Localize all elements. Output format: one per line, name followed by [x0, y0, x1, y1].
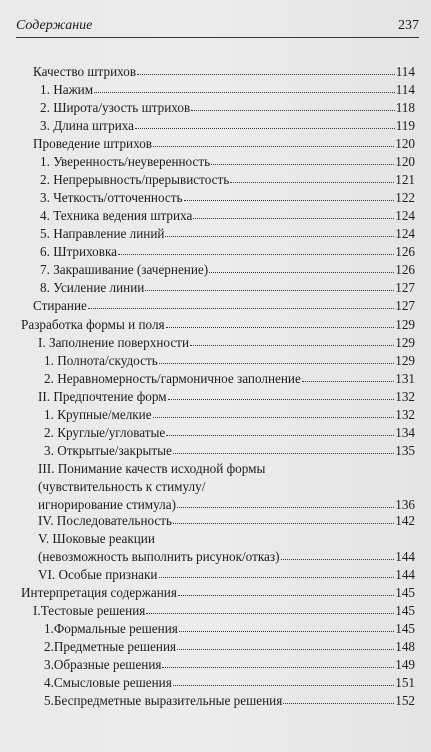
toc-entry-label: Стирание [33, 298, 87, 313]
toc-entry-label: II. Предпочтение форм [38, 389, 167, 404]
toc-entry[interactable] [0, 602, 431, 620]
toc-entry-page: 124 [395, 226, 415, 241]
dot-leader [166, 424, 394, 436]
toc-entry-label: 2. Круглые/угловатые [44, 425, 166, 440]
toc-entry-page: 148 [395, 639, 415, 654]
dot-leader [88, 297, 394, 309]
toc-entry[interactable] [0, 674, 431, 692]
dot-leader [173, 442, 394, 454]
toc-entry-page: 120 [395, 154, 415, 169]
toc-entry-label: 5.Беспредметные выразительные решения [44, 693, 283, 708]
toc-entry-label: IV. Последовательность [38, 513, 173, 528]
toc-entry[interactable] [0, 692, 431, 710]
toc-entry-label: Интерпретация содержания [21, 585, 177, 600]
toc-entry-label: 3. Четкость/отточенность [40, 190, 183, 205]
dot-leader [173, 512, 394, 524]
toc-entry[interactable] [0, 566, 431, 584]
dot-leader [211, 153, 394, 165]
toc-entry[interactable] [0, 460, 431, 514]
toc-entry-page: 144 [395, 549, 415, 564]
toc-entry[interactable] [0, 189, 431, 207]
toc-entry-label-line2: (невозможность выполнить рисунок/отказ) [38, 549, 280, 564]
toc-entry[interactable] [0, 620, 431, 638]
toc-entry[interactable] [0, 638, 431, 656]
dot-leader [302, 370, 394, 382]
dot-leader [177, 496, 394, 508]
dot-leader [177, 638, 394, 650]
dot-leader [146, 602, 394, 614]
dot-leader [209, 261, 394, 273]
toc-entry-label: 4. Техника ведения штриха [40, 208, 193, 223]
dot-leader [137, 63, 395, 75]
toc-entry-label: 1.Формальные решения [44, 621, 178, 636]
toc-entry-label: 4.Смысловые решения [44, 675, 172, 690]
toc-entry-page: 136 [395, 497, 415, 512]
toc-entry[interactable] [0, 99, 431, 117]
toc-entry-page: 129 [395, 317, 415, 332]
toc-entry[interactable] [0, 117, 431, 135]
toc-entry-label: 2. Неравномерность/гармоничное заполнение [44, 371, 301, 386]
toc-entry-label: Разработка формы и поля [21, 317, 165, 332]
toc-entry-page: 132 [395, 389, 415, 404]
dot-leader [173, 674, 394, 686]
header-page-number: 237 [398, 18, 419, 33]
toc-entry-label: I. Заполнение поверхности [38, 335, 189, 350]
dot-leader [145, 279, 394, 291]
toc-entry-page: 114 [395, 82, 415, 97]
toc-entry[interactable] [0, 135, 431, 153]
toc-entry-page: 129 [395, 353, 415, 368]
toc-entry-label: 6. Штриховка [40, 244, 118, 259]
toc-entry-label: 1. Уверенность/неуверенность [40, 154, 211, 169]
toc-entry[interactable] [0, 370, 431, 388]
toc-entry-page: 121 [395, 172, 415, 187]
toc-entry-page: 129 [395, 335, 415, 350]
dot-leader [153, 406, 395, 418]
dot-leader [191, 99, 394, 111]
toc-entry-page: 151 [395, 675, 415, 690]
toc-entry[interactable] [0, 171, 431, 189]
toc-entry-label: 2.Предметные решения [44, 639, 177, 654]
toc-entry[interactable] [0, 584, 431, 602]
dot-leader [135, 117, 395, 129]
toc-entry-page: 144 [395, 567, 415, 582]
toc-entry-page: 149 [395, 657, 415, 672]
toc-entry-label-line2: (чувствительность к стимулу/ [38, 479, 206, 494]
toc-entry-page: 120 [395, 136, 415, 151]
toc-entry-page: 122 [395, 190, 415, 205]
dot-leader [159, 566, 395, 578]
toc-entry-label: Качество штрихов [33, 64, 137, 79]
toc-entry-page: 142 [395, 513, 415, 528]
dot-leader [190, 334, 394, 346]
dot-leader [153, 135, 394, 147]
dot-leader [179, 620, 394, 632]
toc-entry-label: 1. Полнота/скудость [44, 353, 158, 368]
toc-entry-page: 135 [395, 443, 415, 458]
dot-leader [168, 388, 395, 400]
toc-entry[interactable] [0, 243, 431, 261]
toc-entry-page: 152 [395, 693, 415, 708]
dot-leader [281, 548, 395, 560]
toc-entry-page: 131 [395, 371, 415, 386]
toc-entry-label: 8. Усиление линии [40, 280, 145, 295]
toc-entry-label: I.Тестовые решения [33, 603, 146, 618]
toc-entry-page: 145 [395, 603, 415, 618]
dot-leader [230, 171, 394, 183]
toc-entry[interactable] [0, 63, 431, 81]
toc-entry-page: 127 [395, 280, 415, 295]
toc-entry-page: 145 [395, 585, 415, 600]
dot-leader [178, 584, 394, 596]
dot-leader [193, 207, 394, 219]
dot-leader [94, 81, 395, 93]
toc-entry[interactable] [0, 207, 431, 225]
toc-entry-label-line3: игнорирование стимула) [38, 497, 176, 512]
toc-entry-page: 126 [395, 244, 415, 259]
toc-entry-page: 119 [395, 118, 415, 133]
header-section-title: Содержание [16, 18, 93, 33]
toc-entry-label: III. Понимание качеств исходной формы [38, 461, 266, 476]
toc-entry-label: 1. Крупные/мелкие [44, 407, 152, 422]
toc-entry-page: 118 [395, 100, 415, 115]
dot-leader [184, 189, 395, 201]
toc-entry[interactable] [0, 530, 431, 566]
toc-entry[interactable] [0, 424, 431, 442]
dot-leader [283, 692, 394, 704]
toc-entry[interactable] [0, 153, 431, 171]
toc-entry-page: 127 [395, 298, 415, 313]
toc-entry-label: 1. Нажим [40, 82, 94, 97]
toc-entry[interactable] [0, 261, 431, 279]
toc-entry-page: 126 [395, 262, 415, 277]
dot-leader [165, 225, 394, 237]
toc-entry-label: 2. Непрерывность/прерывистость [40, 172, 230, 187]
toc-entry-page: 124 [395, 208, 415, 223]
toc-entry-label: 3. Длина штриха [40, 118, 135, 133]
toc-entry[interactable] [0, 406, 431, 424]
dot-leader [159, 352, 394, 364]
dot-leader [166, 316, 395, 328]
toc-entry[interactable] [0, 334, 431, 352]
toc-entry-page: 145 [395, 621, 415, 636]
toc-entry-page: 114 [395, 64, 415, 79]
toc-entry-label: V. Шоковые реакции [38, 531, 155, 546]
toc-entry-label: 5. Направление линий [40, 226, 165, 241]
toc-entry[interactable] [0, 81, 431, 99]
toc-entry[interactable] [0, 352, 431, 370]
toc-entry-page: 134 [395, 425, 415, 440]
toc-entry-label: 3.Образные решения [44, 657, 162, 672]
toc-entry[interactable] [0, 388, 431, 406]
toc-entry-label: 3. Открытые/закрытые [44, 443, 172, 458]
toc-entry[interactable] [0, 512, 431, 530]
toc-entry[interactable] [0, 279, 431, 297]
toc-entry[interactable] [0, 442, 431, 460]
toc-entry[interactable] [0, 297, 431, 315]
toc-entry-label: 2. Широта/узость штрихов [40, 100, 191, 115]
toc-entry-label: VI. Особые признаки [38, 567, 158, 582]
toc-entry[interactable] [0, 225, 431, 243]
toc-entry-label: Проведение штрихов [33, 136, 153, 151]
dot-leader [118, 243, 394, 255]
toc-entry[interactable] [0, 316, 431, 334]
toc-entry-page: 132 [395, 407, 415, 422]
running-header [16, 18, 419, 38]
dot-leader [162, 656, 394, 668]
toc-entry-label: 7. Закрашивание (зачернение) [40, 262, 209, 277]
toc-entry[interactable] [0, 656, 431, 674]
